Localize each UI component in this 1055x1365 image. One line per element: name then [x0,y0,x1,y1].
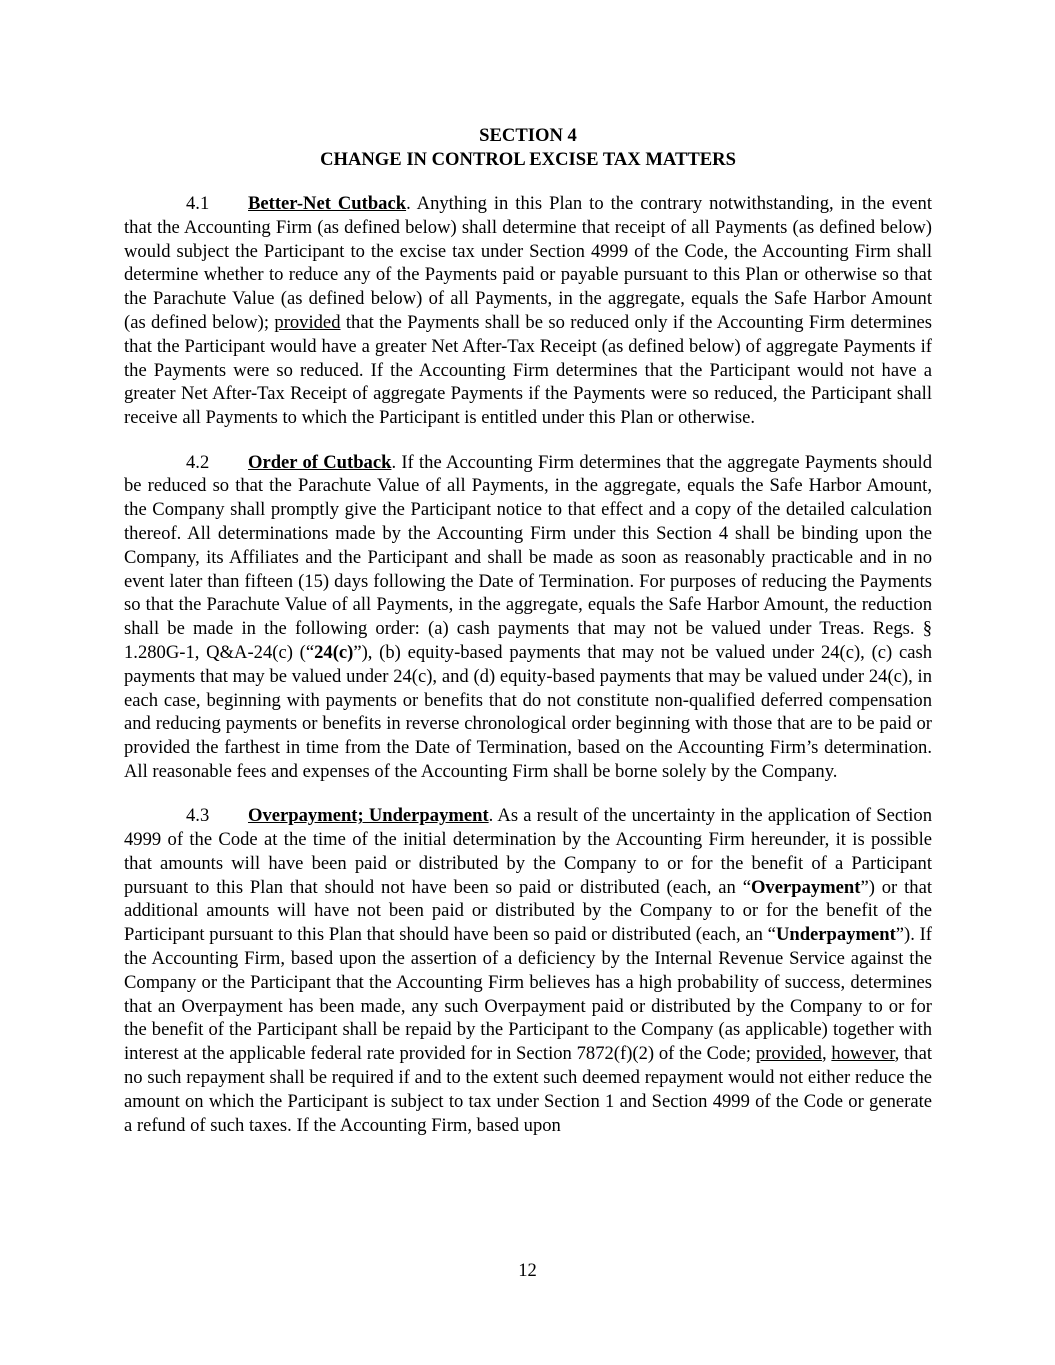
defined-term: 24(c) [314,641,354,663]
underlined-term: however [831,1043,895,1065]
section-number: SECTION 4 [479,125,577,146]
paragraph-text: ”). If the Accounting Firm, based upon the assertion of a deficiency by the Internal Revenue Service against the Company or the Participant that the Accounting Firm believes has a high probability of success, determines that an Overpayment has been made, any such Overpayment paid or distributed by the Company to or for the benefit of the Participant shall be repaid by the Participant to the Company (as applicable) together with interest at the applicable federal rate provided for in Section 7872(f)(2) of the Code; [124,924,932,1065]
paragraph-number: 4.1 [186,193,210,215]
paragraph-text: , [821,1043,832,1065]
page-number: 12 [518,1260,537,1281]
paragraph-caption: Better-Net Cutback [248,193,407,215]
defined-term: Overpayment [750,876,861,898]
paragraph-4-1 [124,192,932,430]
paragraph-text: . Anything in this Plan to the contrary notwithstanding, in the event that the Accounting Firm (as defined below) shall determine that receipt of all Payments (as defined below) would subject the Participant to the excise tax under Section 4999 of the Code, the Accounting Firm shall determine whether to reduce any of the Payments paid or payable pursuant to this Plan or otherwise so that the Parachute Value (as defined below) of all Payments, in the aggregate, equals the Safe Harbor Amount (as defined below); [124,193,932,334]
spacer [124,430,932,451]
paragraph-4-3 [124,804,932,1137]
paragraph-text: that the Payments shall be so reduced only if the Accounting Firm determines that the Participant would have a greater Net After-Tax Receipt (as defined below) of aggregate Payments if the Payments were so reduced. If the Accounting Firm determines that the Participant would not have a greater Net After-Tax Receipt of aggregate Payments if the Payments were so reduced, the Participant shall receive all Payments to which the Participant is entitled under this Plan or otherwise. [124,312,932,429]
paragraph-number: 4.3 [186,805,210,827]
section-title: CHANGE IN CONTROL EXCISE TAX MATTERS [320,148,736,170]
paragraph-text: . As a result of the uncertainty in the application of Section 4999 of the Code at the time of the initial determination by the Accounting Firm hereunder, it is possible that amounts will have been paid or distributed by the Company to or for the benefit of a Participant pursuant to this Plan that should not have been so paid or distributed (each, an “ [124,805,932,898]
spacer [124,784,932,805]
spacer [124,172,932,193]
paragraph-text: ”), (b) equity-based payments that may not be valued under 24(c), (c) cash payments that may be valued under 24(c), and (d) equity-based payments that may be valued under 24(c), in each case, beginning with payments or benefits that do not constitute non-qualified deferred compensation and reducing payments or benefits in reverse chronological order beginning with those that are to be paid or provided the farthest in time from the Date of Termination, based on the Accounting Firm’s determination. All reasonable fees and expenses of the Accounting Firm shall be borne solely by the Company. [124,641,932,782]
paragraph-caption: Overpayment; Underpayment [248,805,489,827]
paragraph-caption: Order of Cutback [248,451,392,473]
underlined-term: provided [755,1043,822,1065]
underlined-term: provided [274,312,341,334]
paragraph-text: , that no such repayment shall be required if and to the extent such deemed repayment would not either reduce the amount on which the Participant is subject to tax under Section 1 and Section 4999 of the Code or generate a refund of such taxes. If the Accounting Firm, based upon [124,1043,932,1136]
document-page [124,124,932,1137]
paragraph-text: . If the Accounting Firm determines that the aggregate Payments should be reduced so that the Parachute Value of all Payments, in the aggregate, equals the Safe Harbor Amount, the Company shall promptly give the Participant notice to that effect and a copy of the detailed calculation thereof. All determinations made by the Accounting Firm under this Section 4 shall be binding upon the Company, its Affiliates and the Participant and shall be made as soon as reasonably practicable and in no event later than fifteen (15) days following the Date of Termination. For purposes of reducing the Payments so that the Parachute Value of all Payments, in the aggregate, equals the Safe Harbor Amount, the reduction shall be made in the following order: (a) cash payments that may not be valued under Treas. Regs. § 1.280G-1, Q&A-24(c) (“ [124,451,932,663]
paragraph-text: ”) or that additional amounts will have not been paid or distributed by the Company to or for the benefit of the Participant pursuant to this Plan that should have been so paid or distributed (each, an “ [124,876,932,946]
paragraph-4-2 [124,451,932,784]
paragraph-number: 4.2 [186,451,210,473]
defined-term: Underpayment [775,924,896,946]
